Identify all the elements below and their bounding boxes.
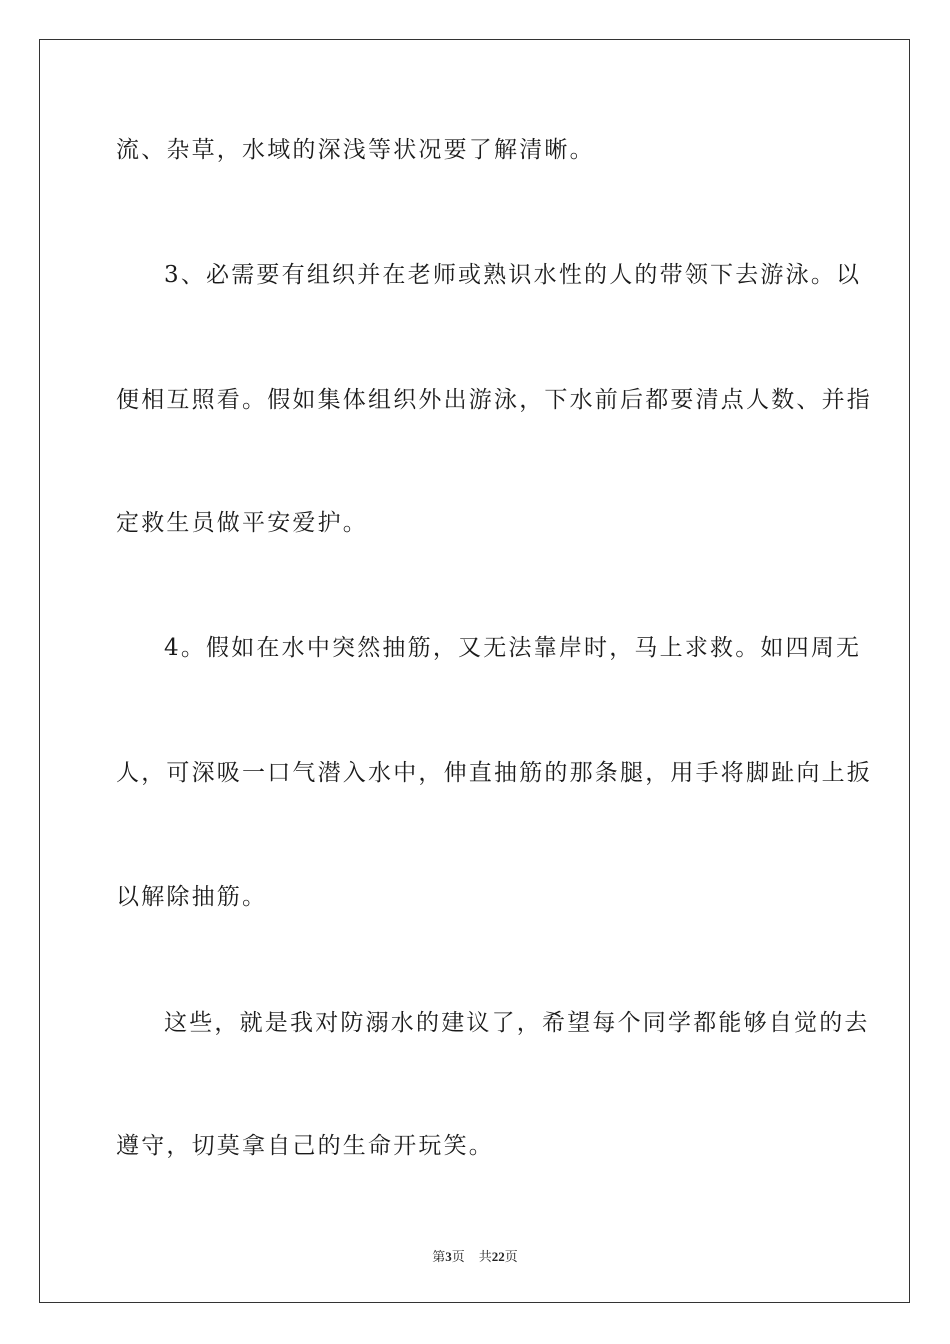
text-line-1: 流、杂草，水域的深浅等状况要了解清晰。 bbox=[116, 137, 595, 163]
text-line-2: 3、必需要有组织并在老师或熟识水性的人的带领下去游泳。以 bbox=[164, 262, 862, 288]
text-line-9: 遵守，切莫拿自己的生命开玩笑。 bbox=[116, 1133, 494, 1159]
text-line-7: 以解除抽筋。 bbox=[116, 884, 268, 910]
text-line-3: 便相互照看。假如集体组织外出游泳，下水前后都要清点人数、并指 bbox=[116, 387, 872, 413]
text-line-8: 这些，就是我对防溺水的建议了，希望每个同学都能够自觉的去 bbox=[164, 1010, 870, 1036]
total-pages: 22 bbox=[491, 1249, 505, 1264]
total-prefix: 共 bbox=[478, 1250, 492, 1265]
page-prefix: 第 bbox=[432, 1250, 446, 1265]
page-number: 3 bbox=[445, 1249, 452, 1264]
text-line-6: 人，可深吸一口气潜入水中，伸直抽筋的那条腿，用手将脚趾向上扳 bbox=[116, 760, 872, 786]
text-line-4: 定救生员做平安爱护。 bbox=[116, 510, 368, 536]
text-line-5: 4。假如在水中突然抽筋，又无法靠岸时，马上求救。如四周无 bbox=[164, 635, 862, 661]
total-suffix: 页 bbox=[504, 1250, 518, 1265]
page-border bbox=[39, 39, 910, 1303]
page-suffix: 页 bbox=[451, 1250, 465, 1265]
page-footer bbox=[0, 1248, 950, 1267]
